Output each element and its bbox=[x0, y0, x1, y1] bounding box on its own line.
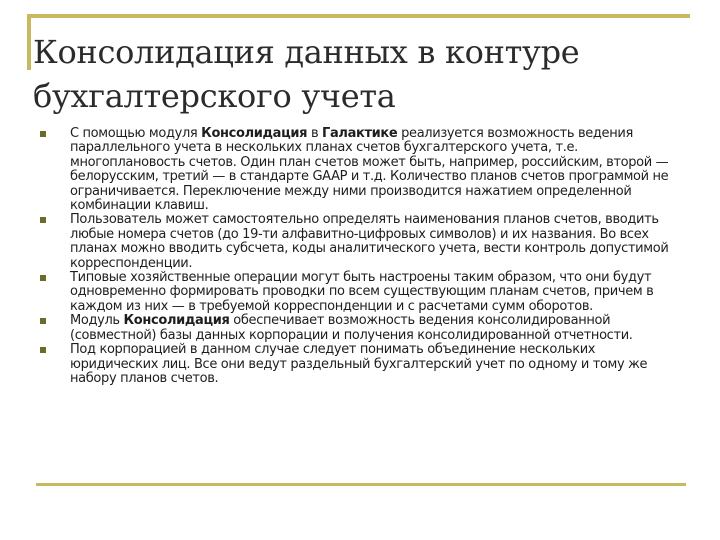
bullet-item bbox=[33, 127, 681, 213]
bullet-bold-term: Галактике bbox=[322, 126, 398, 141]
bullet-item bbox=[33, 343, 681, 386]
bullet-text-run: Типовые хозяйственные операции могут быть настроены таким образом, что они будут одновременно формировать проводки по всем существующим планам счетов, причем в каждом из них — в требуемой корреспонденции и с расчетами сумм оборотов. bbox=[70, 270, 654, 314]
bullet-bold-term: Консолидация bbox=[123, 313, 230, 329]
bullet-square-icon bbox=[40, 347, 46, 353]
bullet-square-icon bbox=[40, 131, 46, 137]
bullet-text bbox=[70, 313, 633, 342]
bullet-text-run: обеспечивает возможность ведения консолидированной (совместной) базы данных корпорации и получения консолидированной отчетности. bbox=[70, 313, 633, 343]
bullet-text-run: С помощью модуля bbox=[70, 126, 202, 141]
bullet-text-run: в bbox=[307, 126, 323, 141]
bullet-text-run: Пользователь может самостоятельно определять наименования планов счетов, вводить любые номера счетов (до 19-ти алфавитно-цифровых символов) и их названия. Во всех планах можно вводить субсчета, коды аналитического учета, вести контроль допустимой корреспонденции. bbox=[70, 212, 669, 271]
bullet-square-icon bbox=[40, 275, 46, 281]
bullet-list bbox=[33, 127, 681, 386]
bullet-item bbox=[33, 271, 681, 314]
bullet-text bbox=[70, 342, 647, 386]
bullet-bold-term: Консолидация bbox=[201, 126, 308, 141]
bullet-item bbox=[33, 314, 681, 343]
bullet-square-icon bbox=[40, 318, 46, 324]
slide-title: Консолидация данных в контуре бухгалтерского учета bbox=[33, 33, 580, 115]
bullet-square-icon bbox=[40, 217, 46, 223]
bullet-text-run: Под корпорацией в данном случае следует понимать объединение нескольких юридических лиц. Все они ведут раздельный бухгалтерский учет по одному и тому же набору планов счетов. bbox=[70, 342, 648, 386]
bullet-text-run: реализуется возможность ведения параллельного учета в нескольких планах счетов бухгалтерского учета, т.е. многоплановость счетов. Один план счетов может быть, например, российским, второй — белорусским, третий — в стандарте GAAP и т.д. Количество планов счетов программой не ограничивается. Переключение между ними производится нажатием определенной комбинации клавиш. bbox=[70, 126, 669, 214]
left-decorative-rule bbox=[27, 14, 31, 70]
bullet-text bbox=[70, 212, 668, 270]
bullet-item bbox=[33, 213, 681, 271]
bullet-text bbox=[70, 126, 668, 213]
bottom-decorative-rule bbox=[36, 483, 686, 486]
top-decorative-rule bbox=[27, 14, 690, 18]
bullet-text bbox=[70, 270, 653, 314]
bullet-text-run: Модуль bbox=[70, 313, 124, 329]
